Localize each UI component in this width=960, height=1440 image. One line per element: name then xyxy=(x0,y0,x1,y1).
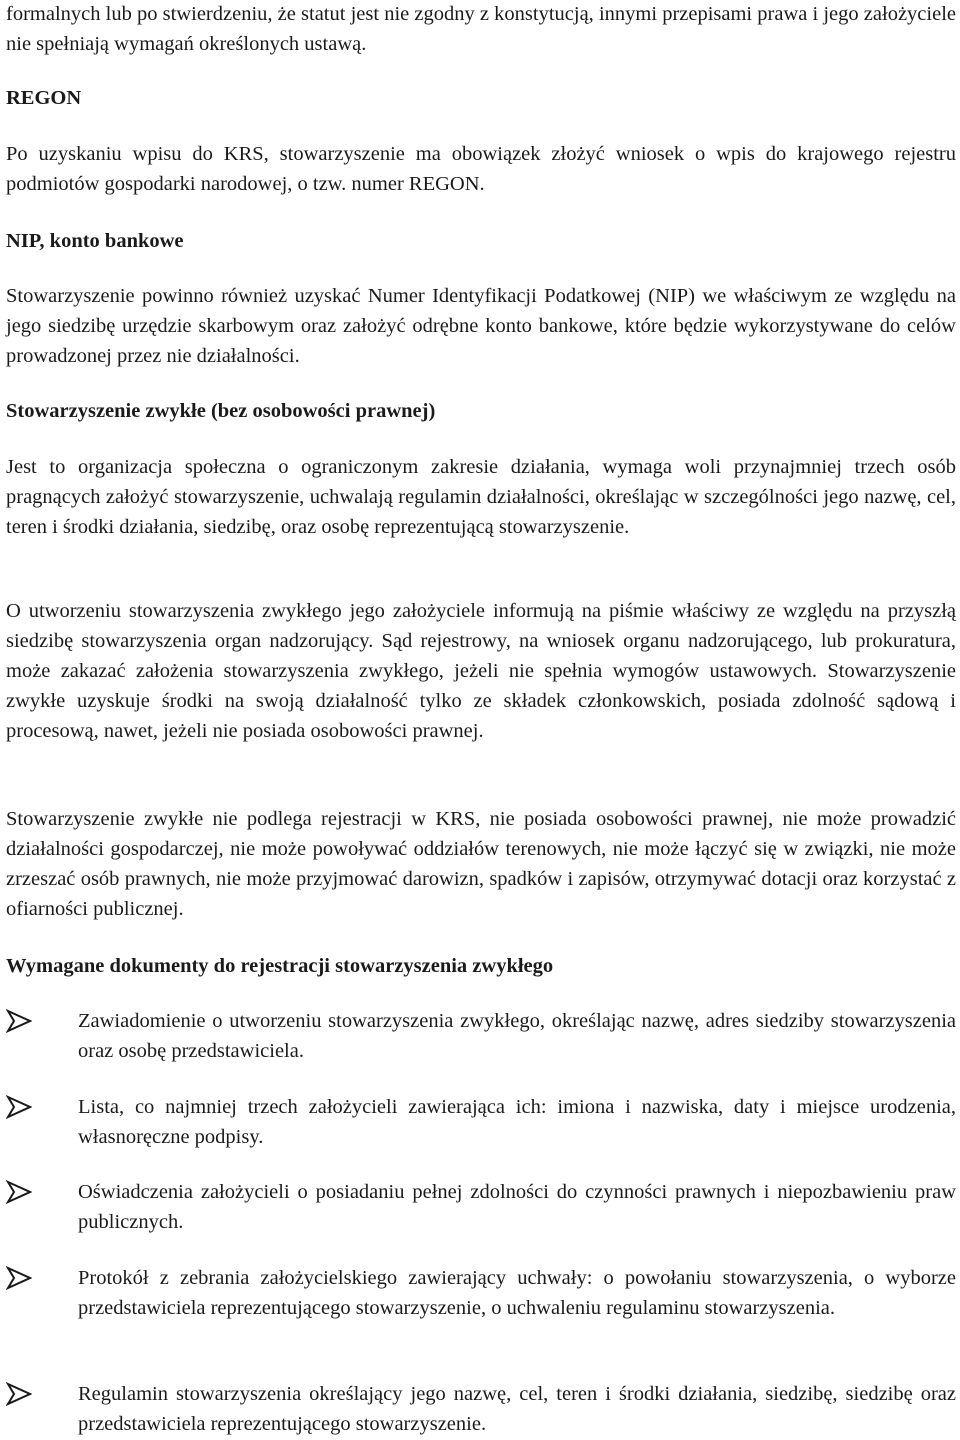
regon-heading: REGON xyxy=(6,87,82,109)
arrowhead-bullet-icon xyxy=(6,1180,32,1204)
simple-association-paragraph-2: O utworzeniu stowarzyszenia zwykłego jego założyciele informują na piśmie właściwy ze względu na przyszłą siedzibę stowarzyszenia organ nadzorujący. Sąd rejestrowy, na wniosek organu nadzorującego, lub prokuratura, może zakazać założenia stowarzyszenia zwykłego, jeżeli nie spełnia wymogów ustawowych. Stowarzyszenie zwykłe uzyskuje środki na swoją działalność tylko ze składek członkowskich, posiada zdolność sądową i procesową, nawet, jeżeli nie posiada osobowości prawnej. xyxy=(6,600,956,742)
arrowhead-bullet-icon xyxy=(6,1009,32,1033)
required-docs-item-text: Protokół z zebrania założycielskiego zawierający uchwały: o powołaniu stowarzyszenia, o wyborze przedstawiciela reprezentującego stowarzyszenie, o uchwaleniu regulaminu stowarzyszenia. xyxy=(78,1267,956,1319)
nip-paragraph: Stowarzyszenie powinno również uzyskać Numer Identyfikacji Podatkowej (NIP) we właściwym ze względu na jego siedzibę urzędzie skarbowym oraz założyć odrębne konto bankowe, które będzie wykorzystywane do celów prowadzonej przez nie działalności. xyxy=(6,285,956,367)
nip-heading: NIP, konto bankowe xyxy=(6,230,184,252)
required-docs-item-text: Zawiadomienie o utworzeniu stowarzyszenia zwykłego, określając nazwę, adres siedziby stowarzyszenia oraz osobę przedstawiciela. xyxy=(78,1010,956,1062)
arrowhead-bullet-icon xyxy=(6,1382,32,1406)
simple-association-paragraph-3: Stowarzyszenie zwykłe nie podlega rejestracji w KRS, nie posiada osobowości prawnej, nie może prowadzić działalności gospodarczej, nie może powoływać oddziałów terenowych, nie może łączyć się w związki, nie może zrzeszać osób prawnych, nie może przyjmować darowizn, spadków i zapisów, otrzymywać dotacji oraz korzystać z ofiarności publicznej. xyxy=(6,808,956,920)
arrowhead-bullet-icon xyxy=(6,1266,32,1290)
arrowhead-bullet-icon xyxy=(6,1095,32,1119)
required-docs-item-text: Oświadczenia założycieli o posiadaniu pełnej zdolności do czynności prawnych i niepozbawieniu praw publicznych. xyxy=(78,1181,956,1233)
intro-fragment: formalnych lub po stwierdzeniu, że statut jest nie zgodny z konstytucją, innymi przepisami prawa i jego założyciele nie spełniają wymagań określonych ustawą. xyxy=(6,3,956,55)
required-docs-item-text: Regulamin stowarzyszenia określający jego nazwę, cel, teren i środki działania, siedzibę, siedzibę oraz przedstawiciela reprezentującego stowarzyszenie. xyxy=(78,1383,956,1435)
regon-paragraph: Po uzyskaniu wpisu do KRS, stowarzyszenie ma obowiązek złożyć wniosek o wpis do krajowego rejestru podmiotów gospodarki narodowej, o tzw. numer REGON. xyxy=(6,143,956,195)
required-docs-heading: Wymagane dokumenty do rejestracji stowarzyszenia zwykłego xyxy=(6,955,554,977)
simple-association-heading: Stowarzyszenie zwykłe (bez osobowości prawnej) xyxy=(6,400,436,422)
required-docs-item-text: Lista, co najmniej trzech założycieli zawierająca ich: imiona i nazwiska, daty i miejsce urodzenia, własnoręczne podpisy. xyxy=(78,1096,956,1148)
simple-association-paragraph-1: Jest to organizacja społeczna o ograniczonym zakresie działania, wymaga woli przynajmniej trzech osób pragnących założyć stowarzyszenie, uchwalają regulamin działalności, określając w szczególności jego nazwę, cel, teren i środki działania, siedzibę, oraz osobę reprezentującą stowarzyszenie. xyxy=(6,456,956,538)
